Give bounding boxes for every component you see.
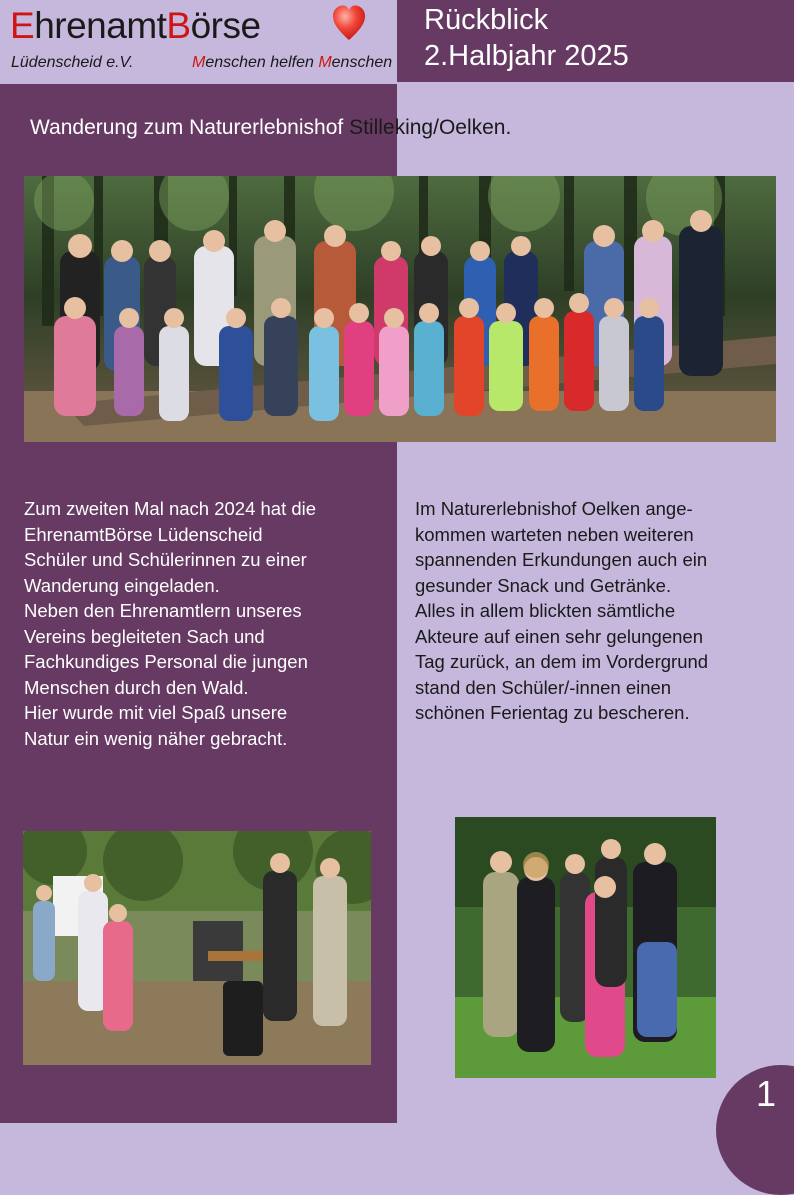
text-line: EhrenamtBörse Lüdenscheid (24, 523, 263, 545)
text-line: Im Naturerlebnishof Oelken ange- (415, 498, 693, 519)
logo-motto: Menschen helfen Menschen (192, 54, 393, 71)
article-headline: Wanderung zum Naturerlebnishof Stilleking/Oelken. (30, 116, 512, 139)
text-line: stand den Schüler/-innen einen (415, 676, 672, 698)
text-line: Natur ein wenig näher gebracht. (24, 727, 288, 749)
text-line: Vereins begleiteten Sach und (24, 625, 265, 647)
text-line: Zum zweiten Mal nach 2024 hat die (24, 498, 317, 519)
logo-subtitle: Lüdenscheid e.V. (11, 54, 134, 71)
page-number: 1 (756, 1073, 777, 1114)
group-photo (24, 176, 776, 442)
text-line: Hier wurde mit viel Spaß unsere (24, 702, 288, 723)
text-line: spannenden Erkundungen auch ein (415, 549, 708, 570)
header-period: 2.Halbjahr 2025 (424, 40, 629, 72)
text-line: Tag zurück, an dem im Vordergrund (415, 651, 709, 672)
text-line: Akteure auf einen sehr gelungenen (415, 625, 703, 647)
text-line: gesunder Snack und Getränke. (415, 574, 672, 596)
heart-icon (332, 4, 366, 42)
logo-title: EhrenamtBörse (10, 5, 261, 46)
text-line: Wanderung eingeladen. (24, 574, 220, 596)
header-title: Rückblick (424, 4, 549, 36)
text-line: Menschen durch den Wald. (24, 676, 249, 698)
text-line: Alles in allem blickten sämtliche (415, 600, 676, 621)
text-line: Schüler und Schülerinnen zu einer (24, 549, 307, 570)
text-line: kommen warteten neben weiteren (415, 523, 694, 545)
text-line: Neben den Ehrenamtlern unseres (24, 600, 302, 621)
text-line: schönen Ferientag zu bescheren. (415, 702, 690, 723)
article-text-left (24, 496, 384, 751)
helpers-photo (455, 817, 716, 1078)
article-text-right (415, 496, 785, 726)
text-line: Fachkundiges Personal die jungen (24, 651, 308, 672)
snack-station-photo (23, 831, 371, 1065)
